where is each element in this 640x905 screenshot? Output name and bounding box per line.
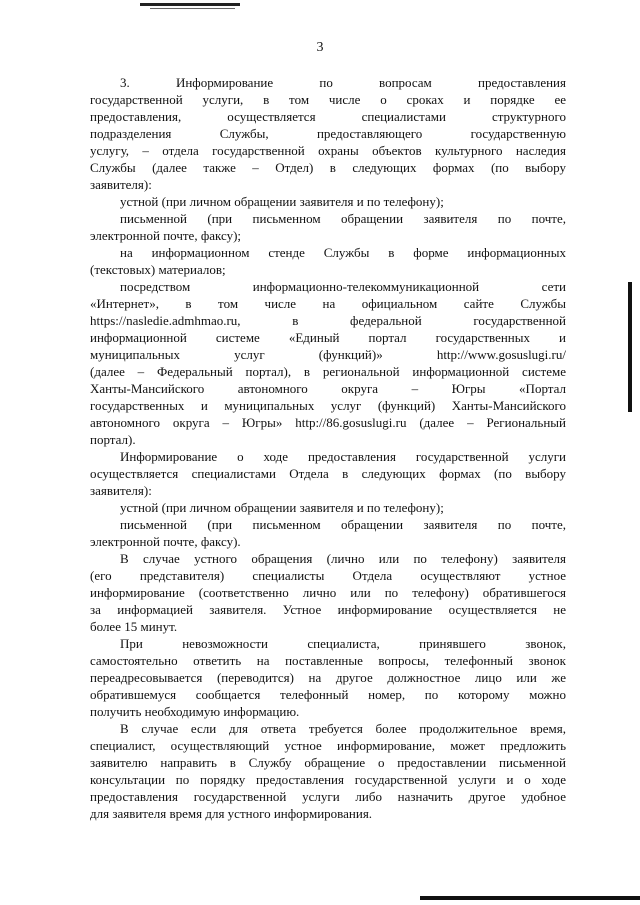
document-body — [90, 74, 566, 822]
paragraph-line: за информацией заявителя. Устное информирование осуществляется не — [90, 602, 566, 617]
paragraph-line: Службы (далее также – Отдел) в следующих формах (по выбору — [90, 160, 566, 175]
scan-artifact-top — [140, 3, 240, 6]
paragraph-line: устной (при личном обращении заявителя и по телефону); — [120, 194, 444, 209]
paragraph — [90, 278, 566, 448]
paragraph-line: устной (при личном обращении заявителя и по телефону); — [120, 500, 444, 515]
paragraph-line: предоставления, осуществляется специалистами структурного — [90, 109, 566, 124]
paragraph-line: переадресовывается (переводится) на другое должностное лицо или же — [90, 670, 566, 685]
paragraph-line: предоставления государственной услуги либо назначить другое удобное — [90, 789, 566, 804]
paragraph-line: консультации по порядку предоставления государственной услуги и о ходе — [90, 772, 566, 787]
paragraph-line: государственных и муниципальных услуг (функций) Ханты-Мансийского — [90, 398, 566, 413]
paragraph-line: письменной (при письменном обращении заявителя по почте, — [120, 517, 566, 532]
paragraph-line: государственной услуги, в том числе о сроках и порядке ее — [90, 92, 566, 107]
paragraph-line: https://nasledie.admhmao.ru, в федеральной государственной — [90, 313, 566, 328]
scan-artifact-right — [628, 282, 632, 412]
paragraph — [90, 448, 566, 499]
paragraph-line: В случае если для ответа требуется более продолжительное время, — [120, 721, 566, 736]
paragraph-line: заявителю направить в Службу обращение о предоставлении письменной — [90, 755, 566, 770]
paragraph-line: более 15 минут. — [90, 619, 178, 634]
paragraph-line: посредством информационно-телекоммуникационной сети — [120, 279, 566, 294]
paragraph-line: специалист, осуществляющий устное информирование, может предложить — [90, 738, 566, 753]
paragraph — [90, 74, 566, 193]
paragraph-line: 3. Информирование по вопросам предоставления — [120, 75, 566, 90]
paragraph — [90, 499, 566, 516]
paragraph-line: электронной почте, факсу). — [90, 534, 241, 549]
paragraph-line: (далее – Федеральный портал), в региональной информационной системе — [90, 364, 566, 379]
paragraph-line: информационной системе «Единый портал государственных и — [90, 330, 566, 345]
paragraph-line: получить необходимую информацию. — [90, 704, 300, 719]
paragraph-line: самостоятельно ответить на поставленные вопросы, телефонный звонок — [90, 653, 566, 668]
page-number: 3 — [316, 40, 324, 55]
paragraph — [90, 720, 566, 822]
paragraph-line: письменной (при письменном обращении заявителя по почте, — [120, 211, 566, 226]
paragraph-line: (его представителя) специалисты Отдела осуществляют устное — [90, 568, 566, 583]
paragraph-line: автономного округа – Югры» http://86.gosuslugi.ru (далее – Региональный — [90, 415, 566, 430]
paragraph-line: При невозможности специалиста, принявшего звонок, — [120, 636, 566, 651]
paragraph-line: обратившемуся сообщается телефонный номер, по которому можно — [90, 687, 566, 702]
paragraph-line: на информационном стенде Службы в форме информационных — [120, 245, 566, 260]
paragraph-line: В случае устного обращения (лично или по телефону) заявителя — [120, 551, 566, 566]
paragraph-line: электронной почте, факсу); — [90, 228, 242, 243]
paragraph-line: подразделения Службы, предоставляющего государственную — [90, 126, 566, 141]
paragraph-line: услугу, – отдела государственной охраны объектов культурного наследия — [90, 143, 566, 158]
scan-artifact-top-thin — [150, 8, 235, 9]
paragraph — [90, 550, 566, 635]
paragraph-line: портал). — [90, 432, 136, 447]
paragraph — [90, 193, 566, 210]
paragraph — [90, 635, 566, 720]
paragraph-line: осуществляется специалистами Отдела в следующих формах (по выбору — [90, 466, 566, 481]
paragraph-line: (текстовых) материалов; — [90, 262, 226, 277]
paragraph-line: Ханты-Мансийского автономного округа – Югры «Портал — [90, 381, 566, 396]
paragraph — [90, 210, 566, 244]
paragraph-line: заявителя): — [90, 177, 152, 192]
scan-artifact-bottom — [420, 896, 640, 900]
paragraph-line: информирование (соответственно лично или по телефону) обратившегося — [90, 585, 566, 600]
paragraph-line: заявителя): — [90, 483, 152, 498]
paragraph — [90, 516, 566, 550]
paragraph-line: муниципальных услуг (функций)» http://www.gosuslugi.ru/ — [90, 347, 566, 362]
paragraph-line: «Интернет», в том числе на официальном сайте Службы — [90, 296, 566, 311]
paragraph-line: для заявителя время для устного информирования. — [90, 806, 373, 821]
paragraph — [90, 244, 566, 278]
paragraph-line: Информирование о ходе предоставления государственной услуги — [120, 449, 566, 464]
